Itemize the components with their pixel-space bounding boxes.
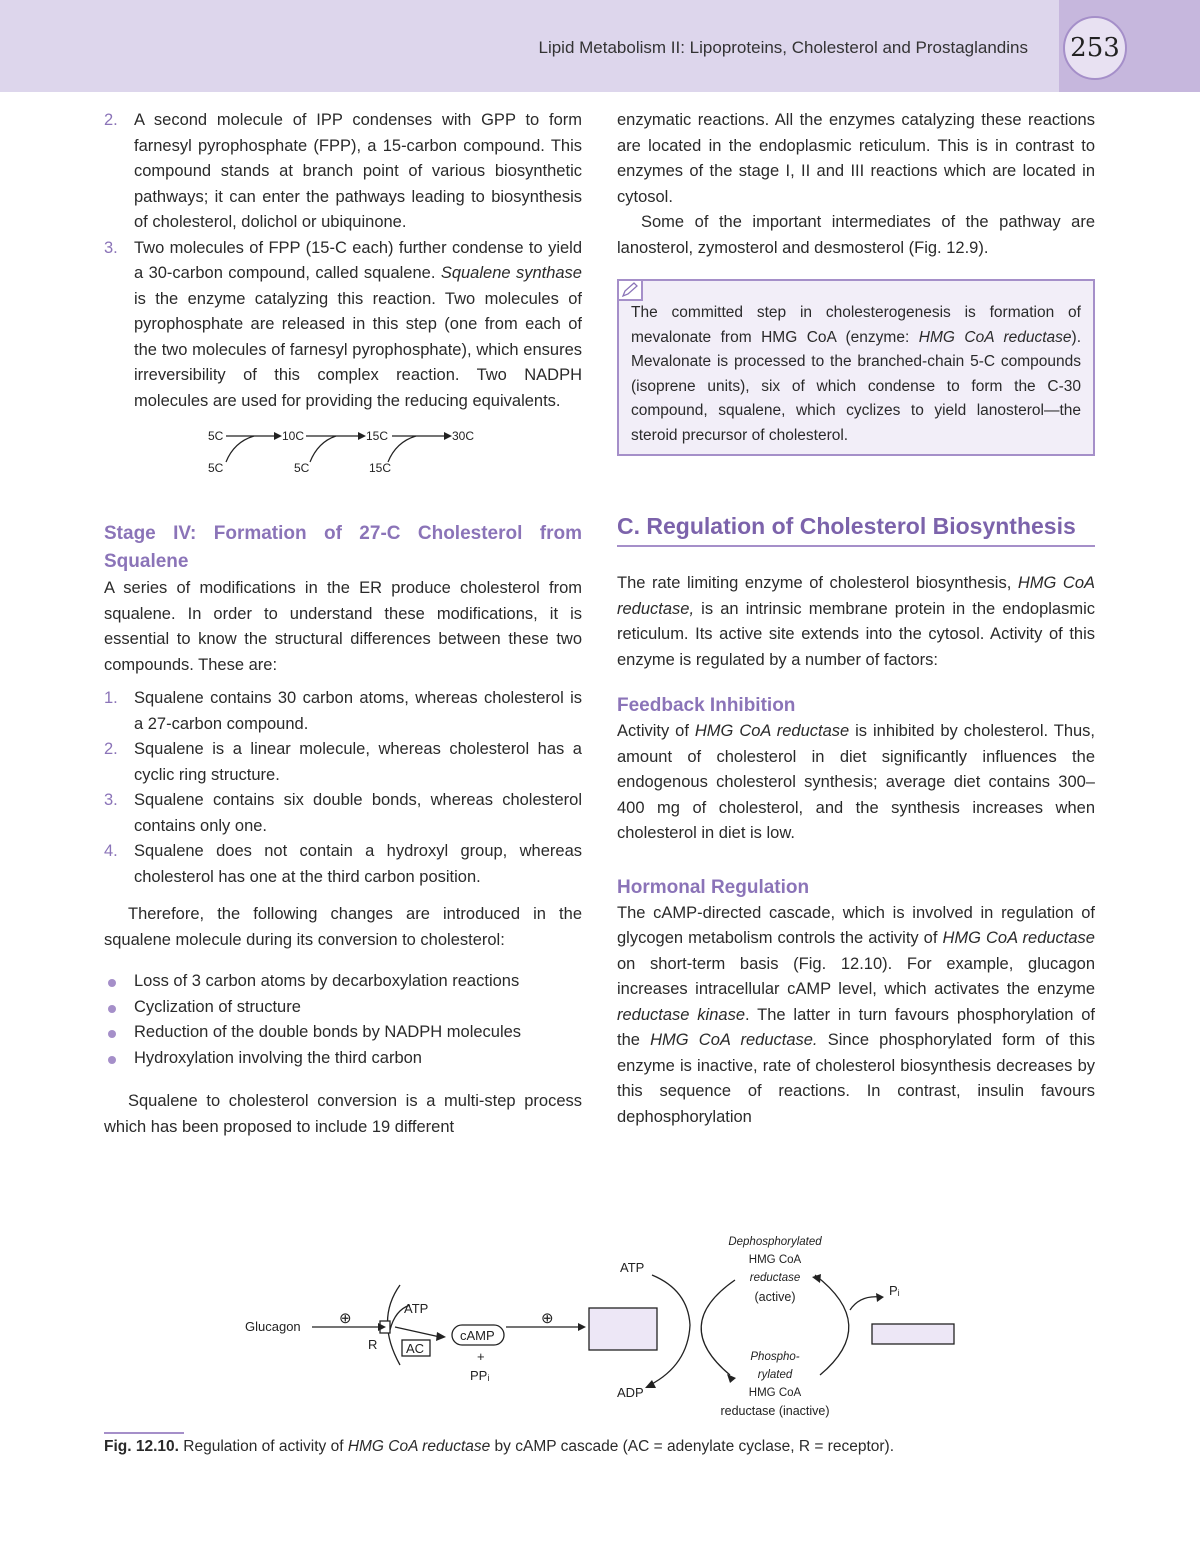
phos-label: Phospho- [750, 1351, 800, 1363]
difference-item [104, 737, 582, 788]
plus-sign: + [477, 1349, 485, 1364]
adp-label: ADP [617, 1385, 644, 1400]
condensation-scheme [104, 422, 582, 502]
item-text: Loss of 3 carbon atoms by decarboxylation reactions [134, 972, 520, 990]
item-text: Squalene is a linear molecule, whereas cholesterol has a cyclic ring structure. [134, 740, 582, 784]
item-text: Squalene does not contain a hydroxyl group, whereas cholesterol has one at the third carbon position. [134, 842, 582, 886]
reductase-kinase-box [589, 1308, 657, 1350]
scheme-curve [388, 436, 416, 462]
step-item [104, 236, 582, 415]
enzyme-name: HMG CoA reductase [918, 328, 1072, 346]
item-text: Reduction of the double bonds by NADPH molecules [134, 1023, 522, 1041]
dephos-label: Dephosphorylated [728, 1236, 822, 1248]
hormonal-heading: Hormonal Regulation [617, 876, 810, 898]
bullet-icon [108, 1030, 116, 1038]
phosphorylation-arc [701, 1280, 735, 1375]
note-text: The committed step in cholesterogenesis is formation of mevalonate from HMG CoA (enzyme: [631, 304, 1081, 346]
hormonal-paragraph: The cAMP-directed cascade, which is involved in regulation of glycogen metabolism controls the activity of HMG CoA reductase on short-term basis (Fig. 12.10). For example, glucagon increases intracellular cAMP level, which activates the enzyme reductase kinase. The latter in turn favours phosphorylation of the HMG CoA reductase. Since phosphorylated form of this enzyme is inactive, rate of cholesterol biosynthesis decreases by this sequence of reactions. In contrast, insulin favours dephosphorylation [617, 903, 1095, 1126]
step-text: Two molecules of FPP (15-C each) further condense to yield a 30-carbon compound, called squalene. [134, 238, 582, 282]
step-text: is the enzyme catalyzing this reaction. Two molecules of pyrophosphate are released in this step (one from each of the two molecules of farnesyl pyrophosphate), which ensures irreversibility of this complex reaction. Two NADPH molecules are used for providing the reducing equivalents. [134, 289, 582, 410]
scheme-label: 5C [208, 429, 224, 443]
step-list [104, 108, 582, 414]
ppi-label: PPᵢ [470, 1368, 490, 1383]
feedback-paragraph: Activity of HMG CoA reductase is inhibited by cholesterol. Thus, amount of cholesterol in diet significantly influences the endogenous cholesterol synthesis; average diet contains 300–400 mg of cholesterol, and the synthesis increases when cholesterol in diet is low. [617, 722, 1096, 842]
change-item [104, 1020, 582, 1046]
pi-label: Pᵢ [889, 1283, 900, 1298]
scheme-label: 10C [282, 429, 305, 443]
change-item [104, 1046, 582, 1072]
glucagon-label: Glucagon [245, 1319, 301, 1334]
step-text: A second molecule of IPP condenses with GPP to form farnesyl pyrophosphate (FPP), a 15-carbon compound. This compound stands at branch point of various biosynthetic pathways; it can enter the pathways leading to biosynthesis of cholesterol, dolichol or ubiquinone. [134, 111, 582, 231]
difference-item [104, 839, 582, 890]
stage-intro: A series of modifications in the ER produce cholesterol from squalene. In order to understand these modifications, it is essential to know the structural differences between these two compounds. These are: [104, 579, 582, 674]
phosphatase-box [872, 1324, 954, 1344]
stimulation-sign: ⊕ [339, 1310, 352, 1327]
difference-item [104, 788, 582, 839]
regulation-diagram [0, 1225, 1200, 1425]
multistep-paragraph: Squalene to cholesterol conversion is a multi-step process which has been proposed to include 19 different [104, 1092, 582, 1136]
item-number: 4. [104, 842, 118, 860]
continuation-paragraph: enzymatic reactions. All the enzymes catalyzing these reactions are located in the endoplasmic reticulum. This is in contrast to enzymes of the stage I, II and III reactions which are located in cytosol. [617, 111, 1095, 206]
feedback-heading: Feedback Inhibition [617, 695, 796, 716]
phos-label: HMG CoA [748, 1387, 802, 1399]
running-title: Lipid Metabolism II: Lipoproteins, Cholesterol and Prostaglandins [538, 38, 1028, 57]
change-item [104, 995, 582, 1021]
stimulation-sign: ⊕ [541, 1310, 554, 1327]
scheme-label: 15C [369, 461, 392, 475]
scheme-curve [310, 436, 336, 462]
left-column [104, 108, 582, 1140]
camp-label: cAMP [460, 1328, 495, 1343]
page-number: 253 [1063, 16, 1127, 80]
item-number: 2. [104, 740, 118, 758]
stage-heading: Stage IV: Formation of 27-C Cholesterol from Squalene [104, 523, 582, 572]
phos-label: rylated [757, 1369, 793, 1381]
caption-rule [104, 1432, 184, 1434]
note-box [617, 279, 1095, 456]
scheme-label: 5C [208, 461, 224, 475]
scheme-curve [226, 436, 254, 462]
item-number: 3. [104, 791, 118, 809]
enzyme-name: Squalene synthase [440, 264, 582, 282]
scheme-label: 15C [366, 429, 389, 443]
ac-arrow [395, 1327, 440, 1337]
scheme-label: 30C [452, 429, 475, 443]
section-heading: C. Regulation of Cholesterol Biosynthesis [617, 510, 1095, 547]
figure-caption: Fig. 12.10. Regulation of activity of HMG CoA reductase by cAMP cascade (AC = adenylate cyclase, R = receptor). [104, 1438, 895, 1455]
step-item [104, 108, 582, 236]
item-text: Cyclization of structure [134, 997, 301, 1016]
phos-label: reductase (inactive) [720, 1404, 830, 1418]
right-column [617, 108, 1095, 1130]
caption-label: Fig. 12.10. [104, 1438, 179, 1455]
step-number: 3. [104, 238, 118, 257]
ac-label: AC [406, 1341, 425, 1356]
step-number: 2. [104, 111, 118, 129]
receptor-label: R [368, 1337, 378, 1352]
dephos-label: (active) [754, 1290, 796, 1304]
scheme-label: 5C [294, 461, 310, 475]
difference-list [104, 686, 582, 890]
atp-small-label: ATP [404, 1301, 429, 1316]
item-text: Squalene contains 30 carbon atoms, whereas cholesterol is a 27-carbon compound. [134, 689, 582, 733]
therefore-paragraph: Therefore, the following changes are introduced in the squalene molecule during its conversion to cholesterol: [104, 905, 582, 949]
bullet-icon [108, 979, 116, 987]
dephos-label: reductase [749, 1272, 801, 1284]
note-text: ). Mevalonate is processed to the branched-chain 5-C compounds (isoprene units), six of which condense to form the C-30 compound, squalene, which cyclizes to yield lanosterol—the steroid precursor of cholesterol. [631, 328, 1081, 444]
item-number: 1. [104, 689, 118, 707]
dephosphorylation-arc [815, 1275, 849, 1375]
item-text: Squalene contains six double bonds, whereas cholesterol contains only one. [134, 791, 582, 835]
change-item [104, 969, 582, 995]
intermediates-paragraph: Some of the important intermediates of the pathway are lanosterol, zymosterol and desmosterol (Fig. 12.9). [617, 213, 1095, 257]
dephos-label: HMG CoA [748, 1254, 802, 1266]
bullet-icon [108, 1056, 116, 1064]
item-text: Hydroxylation involving the third carbon [134, 1048, 422, 1067]
atp-label: ATP [620, 1260, 645, 1275]
difference-item [104, 686, 582, 737]
bullet-icon [108, 1005, 116, 1013]
pi-curve [850, 1297, 880, 1310]
section-intro: The rate limiting enzyme of cholesterol biosynthesis, HMG CoA reductase, is an intrinsic membrane protein in the endoplasmic reticulum. Its active site extends into the cytosol. Activity of this enzyme is regulated by a number of factors: [617, 574, 1095, 669]
pencil-icon [617, 279, 643, 301]
change-list [104, 969, 582, 1071]
atp-curve [652, 1275, 690, 1325]
